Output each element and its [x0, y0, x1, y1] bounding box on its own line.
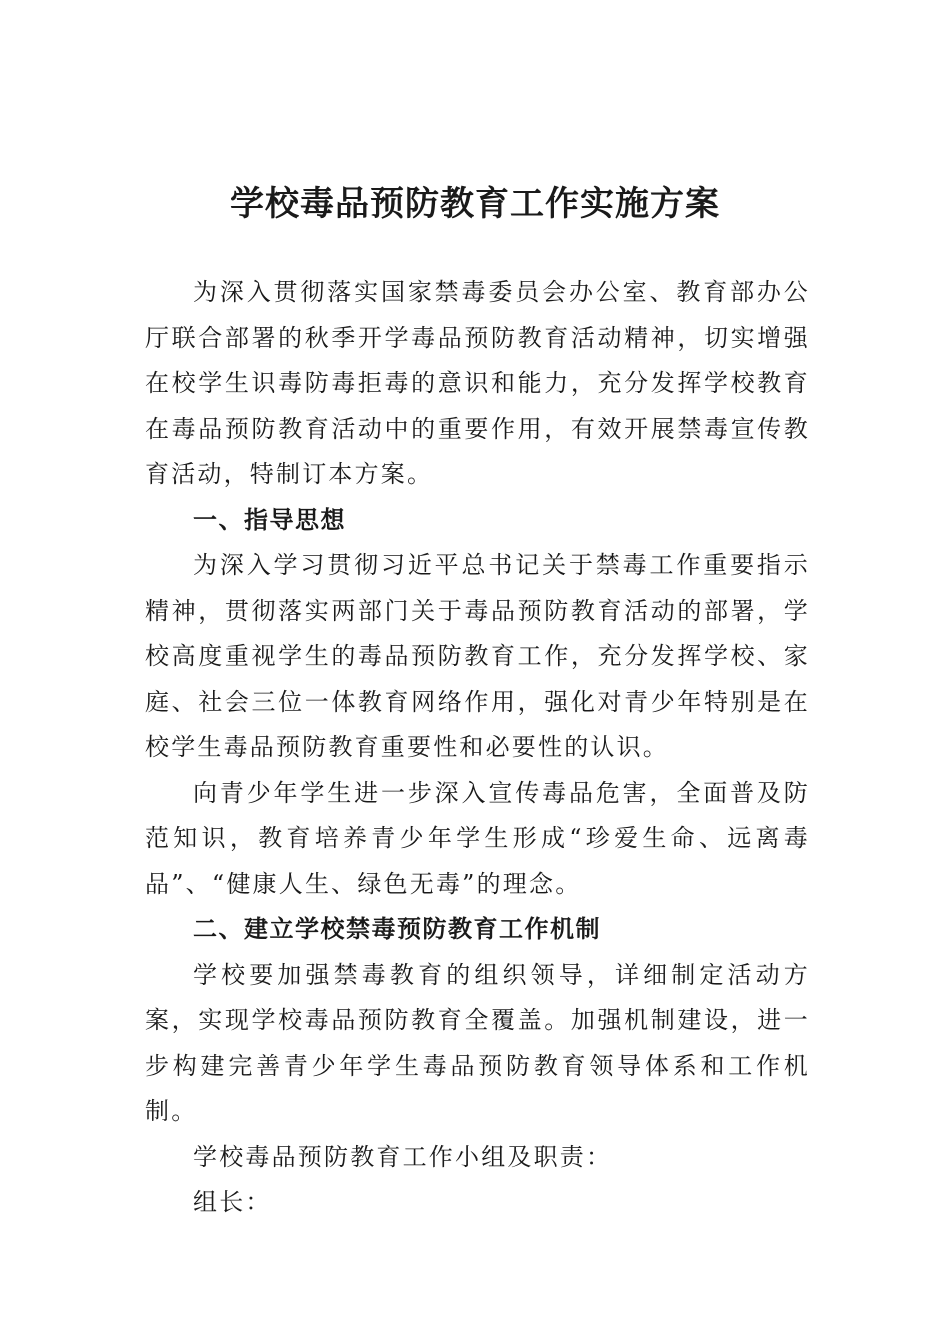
- document-title: 学校毒品预防教育工作实施方案: [230, 184, 720, 224]
- section-heading-guiding-ideology: 一、指导思想: [193, 505, 346, 534]
- body-paragraph: 组长：: [193, 1188, 272, 1216]
- document-body: [145, 270, 810, 1226]
- body-paragraph: 为深入学习贯彻习近平总书记关于禁毒工作重要指示精神，贯彻落实两部门关于毒品预防教育活动的部署，学校高度重视学生的毒品预防教育工作，充分发挥学校、家庭、社会三位一体教育网络作用，强化对青少年特别是在校学生毒品预防教育重要性和必要性的认识。: [145, 551, 810, 761]
- body-paragraph: 学校要加强禁毒教育的组织领导，详细制定活动方案，实现学校毒品预防教育全覆盖。加强机制建设，进一步构建完善青少年学生毒品预防教育领导体系和工作机制。: [145, 960, 810, 1125]
- section-heading-work-mechanism: 二、建立学校禁毒预防教育工作机制: [193, 915, 601, 943]
- body-paragraph: 向青少年学生进一步深入宣传毒品危害，全面普及防范知识，教育培养青少年学生形成“珍爱生命、远离毒品”、“健康人生、绿色无毒”的理念。: [145, 778, 810, 898]
- intro-paragraph: 为深入贯彻落实国家禁毒委员会办公室、教育部办公厅联合部署的秋季开学毒品预防教育活动精神，切实增强在校学生识毒防毒拒毒的意识和能力，充分发挥学校教育在毒品预防教育活动中的重要作用，有效开展禁毒宣传教育活动，特制订本方案。: [145, 278, 810, 488]
- body-paragraph: 学校毒品预防教育工作小组及职责：: [193, 1142, 613, 1171]
